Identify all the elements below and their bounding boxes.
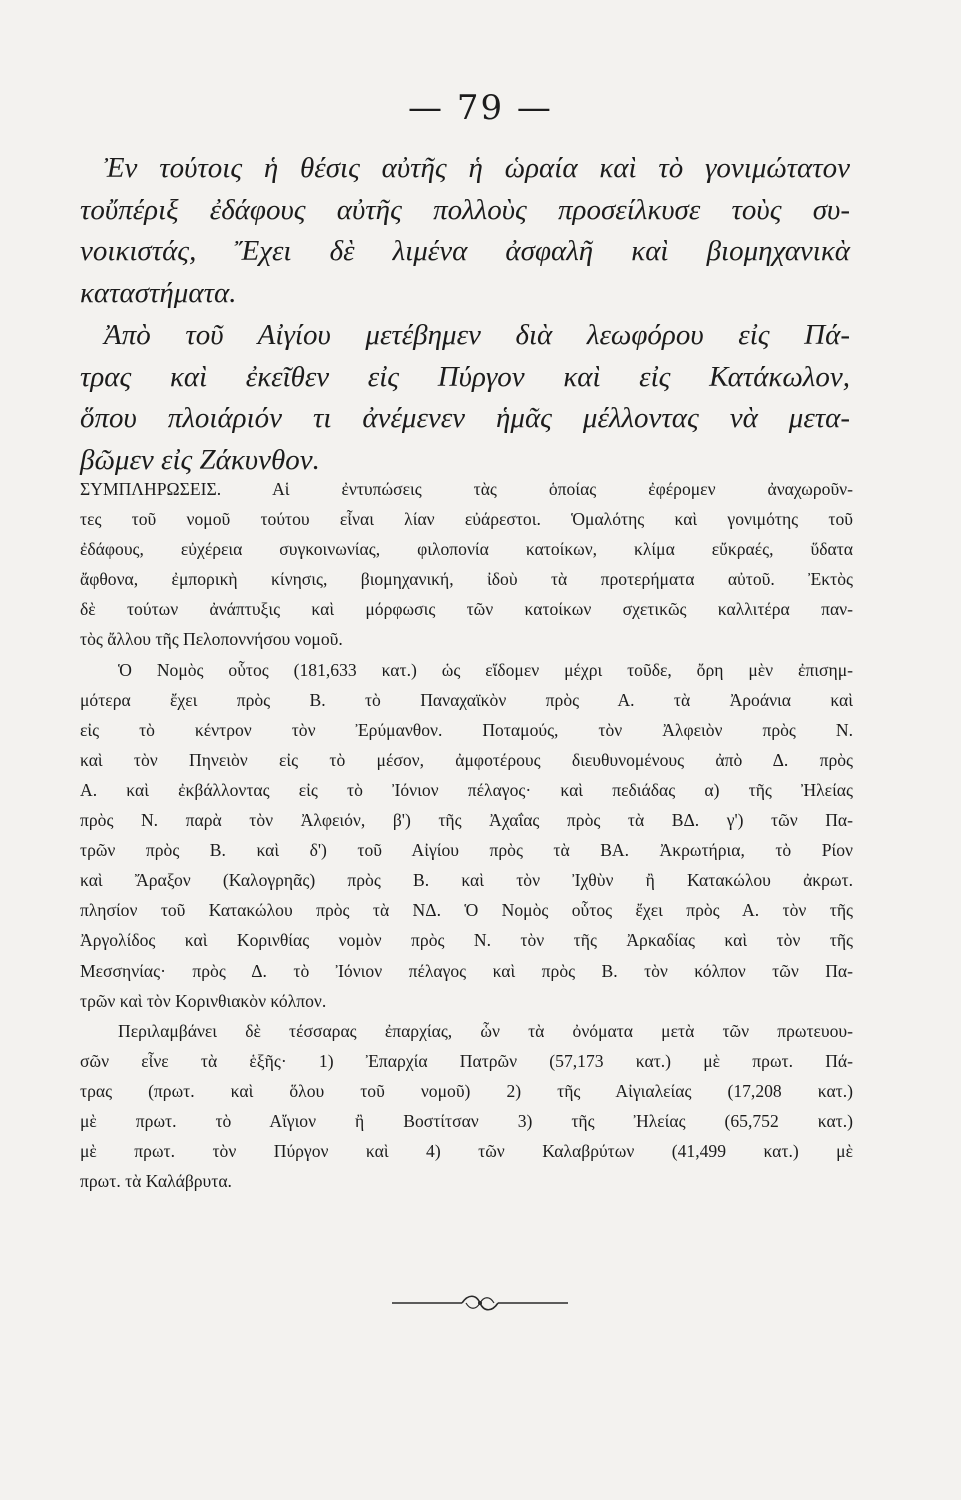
section-line: καὶ τὸν Πηνειὸν εἰς τὸ μέσον, ἀμφοτέρους διευθυνομένους ἀπὸ Δ. πρὸς [80,749,853,770]
section-line: τὸς ἄλλου τῆς Πελοποννήσου νομοῦ. [80,629,343,650]
section-line: ἐδάφους, εὐχέρεια συγκοινωνίας, φιλοπονία κατοίκων, κλίμα εὔκραές, ὕδατα [80,539,853,560]
section-line: Ὁ Νομὸς οὗτος (181,633 κατ.) ὡς εἴδομεν μέχρι τοῦδε, ὄρη μὲν ἐπισημ- [118,659,853,680]
text-line: Ἐν τούτοις ἡ θέσις αὐτῆς ἡ ὡραία καὶ τὸ γονιμώτατον [104,152,850,184]
supplements-section [80,474,853,1196]
section-line: πρὸς Ν. παρὰ τὸν Ἀλφειόν, β') τῆς Ἀχαΐας πρὸς τὰ ΒΔ. γ') τῶν Πα- [80,810,853,831]
text-line: ὅπου πλοιάριόν τι ἀνέμενεν ἡμᾶς μέλλοντας νὰ μετα- [80,402,850,435]
section-line: σῶν εἶνε τὰ ἑξῆς· 1) Ἐπαρχία Πατρῶν (57,173 κατ.) μὲ πρωτ. Πά- [80,1050,853,1071]
section-line: τρας (πρωτ. καὶ ὅλου τοῦ νομοῦ) 2) τῆς Αἰγιαλείας (17,208 κατ.) [80,1080,853,1101]
section-line: Μεσσηνίας· πρὸς Δ. τὸ Ἰόνιον πέλαγος καὶ πρὸς Β. τὸν κόλπον τῶν Πα- [80,960,853,981]
section-line: τρῶν καὶ τὸν Κορινθιακὸν κόλπον. [80,990,327,1011]
section-line: μότερα ἔχει πρὸς Β. τὸ Παναχαϊκὸν πρὸς Α. τὰ Ἀροάνια καὶ [80,689,853,710]
section-line: Ἀργολίδος καὶ Κορινθίας νομὸν πρὸς Ν. τὸν τῆς Ἀρκαδίας καὶ τὸν τῆς [80,930,853,951]
text-line: νοικιστάς, Ἔχει δὲ λιμένα ἀσφαλῆ καὶ βιομηχανικὰ [80,235,850,268]
section-line: μὲ πρωτ. τὸν Πύργον καὶ 4) τῶν Καλαβρύτων (41,499 κατ.) μὲ [80,1141,853,1162]
text-line: τοὔπέριξ ἐδάφους αὐτῆς πολλοὺς προσείλκυσε τοὺς συ- [80,193,850,226]
ornament-divider [390,1288,570,1318]
section-line: Α. καὶ ἐκβάλλοντας εἰς τὸ Ἰόνιον πέλαγος· καὶ πεδιάδας α) τῆς Ἠλείας [80,779,853,800]
section-line: εἰς τὸ κέντρον τὸν Ἐρύμανθον. Ποταμούς, τὸν Ἀλφειὸν πρὸς Ν. [80,719,853,740]
text-line: βῶμεν εἰς Ζάκυνθον. [80,443,320,476]
section-line: ἄφθονα, ἐμπορικὴ κίνησις, βιομηχανική, ἰδοὺ τὰ προτερήματα αὐτοῦ. Ἐκτὸς [80,569,853,590]
section-line: καὶ Ἄραξον (Καλογρηᾶς) πρὸς Β. καὶ τὸν Ἰχθὺν ἢ Κατακώλου ἀκρωτ. [80,870,853,891]
section-line: μὲ πρωτ. τὸ Αἴγιον ἢ Βοστίτσαν 3) τῆς Ἠλείας (65,752 κατ.) [80,1110,853,1131]
section-line: πρωτ. τὰ Καλάβρυτα. [80,1171,232,1192]
section-line: δὲ τούτων ἀνάπτυξις καὶ μόρφωσις τῶν κατοίκων σχετικῶς καλλιτέρα παν- [80,599,853,620]
text-line: τρας καὶ ἐκεῖθεν εἰς Πύργον καὶ εἰς Κατάκωλον, [80,360,850,393]
main-paragraphs [80,148,850,482]
text-line: Ἀπὸ τοῦ Αἰγίου μετέβημεν διὰ λεωφόρου εἰς Πά- [104,318,850,351]
section-line: πλησίον τοῦ Κατακώλου πρὸς τὰ ΝΔ. Ὁ Νομὸς οὗτος ἔχει πρὸς Α. τὸν τῆς [80,900,853,921]
section-line: Περιλαμβάνει δὲ τέσσαρας ἐπαρχίας, ὧν τὰ ὀνόματα μετὰ τῶν πρωτευου- [118,1020,853,1041]
section-line: ΣΥΜΠΛΗΡΩΣΕΙΣ. Αἱ ἐντυπώσεις τὰς ὁποίας ἐφέρομεν ἀναχωροῦν- [80,479,853,499]
section-line: τες τοῦ νομοῦ τούτου εἶναι λίαν εὐάρεστοι. Ὁμαλότης καὶ γονιμότης τοῦ [80,509,853,530]
text-line: καταστήματα. [80,277,237,310]
section-line: τρῶν πρὸς Β. καὶ δ') τοῦ Αἰγίου πρὸς τὰ ΒΑ. Ἀκρωτήρια, τὸ Ρίον [80,840,853,861]
page-number: — 79 — [408,88,553,128]
